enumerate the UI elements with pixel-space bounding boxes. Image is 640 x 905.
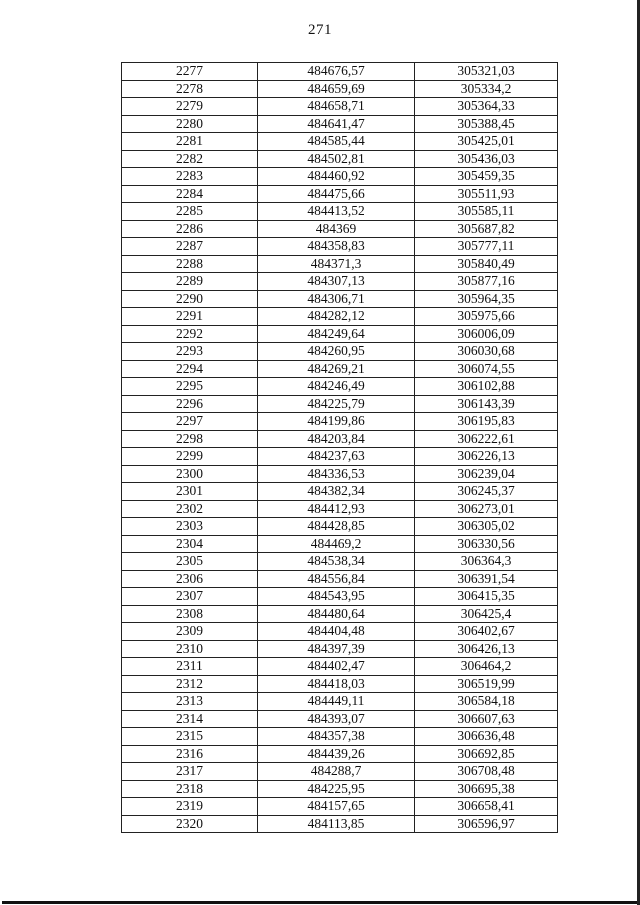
table-row: [122, 693, 558, 711]
y-coordinate-cell: 306364,3: [415, 553, 558, 571]
table-row: [122, 255, 558, 273]
point-number-cell: 2311: [122, 658, 258, 676]
table-row: [122, 745, 558, 763]
table-row: [122, 483, 558, 501]
x-coordinate-cell: 484371,3: [258, 255, 415, 273]
x-coordinate-cell: 484502,81: [258, 150, 415, 168]
x-coordinate-cell: 484225,95: [258, 780, 415, 798]
table-row: [122, 798, 558, 816]
x-coordinate-cell: 484199,86: [258, 413, 415, 431]
y-coordinate-cell: 306273,01: [415, 500, 558, 518]
y-coordinate-cell: 306658,41: [415, 798, 558, 816]
x-coordinate-cell: 484225,79: [258, 395, 415, 413]
x-coordinate-cell: 484402,47: [258, 658, 415, 676]
point-number-cell: 2301: [122, 483, 258, 501]
point-number-cell: 2292: [122, 325, 258, 343]
y-coordinate-cell: 306426,13: [415, 640, 558, 658]
point-number-cell: 2279: [122, 98, 258, 116]
y-coordinate-cell: 305975,66: [415, 308, 558, 326]
point-number-cell: 2316: [122, 745, 258, 763]
x-coordinate-cell: 484418,03: [258, 675, 415, 693]
y-coordinate-cell: 305321,03: [415, 63, 558, 81]
table-row: [122, 553, 558, 571]
y-coordinate-cell: 305511,93: [415, 185, 558, 203]
x-coordinate-cell: 484480,64: [258, 605, 415, 623]
x-coordinate-cell: 484260,95: [258, 343, 415, 361]
y-coordinate-cell: 306006,09: [415, 325, 558, 343]
y-coordinate-cell: 306402,67: [415, 623, 558, 641]
x-coordinate-cell: 484556,84: [258, 570, 415, 588]
table-row: [122, 343, 558, 361]
table-row: [122, 570, 558, 588]
y-coordinate-cell: 306584,18: [415, 693, 558, 711]
y-coordinate-cell: 306464,2: [415, 658, 558, 676]
point-number-cell: 2287: [122, 238, 258, 256]
table-row: [122, 448, 558, 466]
y-coordinate-cell: 306391,54: [415, 570, 558, 588]
point-number-cell: 2303: [122, 518, 258, 536]
y-coordinate-cell: 306245,37: [415, 483, 558, 501]
x-coordinate-cell: 484641,47: [258, 115, 415, 133]
point-number-cell: 2295: [122, 378, 258, 396]
x-coordinate-cell: 484249,64: [258, 325, 415, 343]
point-number-cell: 2317: [122, 763, 258, 781]
y-coordinate-cell: 306695,38: [415, 780, 558, 798]
y-coordinate-cell: 305364,33: [415, 98, 558, 116]
point-number-cell: 2318: [122, 780, 258, 798]
page-bottom-rule: [2, 901, 640, 904]
y-coordinate-cell: 305687,82: [415, 220, 558, 238]
point-number-cell: 2312: [122, 675, 258, 693]
point-number-cell: 2297: [122, 413, 258, 431]
point-number-cell: 2289: [122, 273, 258, 291]
y-coordinate-cell: 305459,35: [415, 168, 558, 186]
table-row: [122, 238, 558, 256]
point-number-cell: 2310: [122, 640, 258, 658]
point-number-cell: 2320: [122, 815, 258, 833]
table-row: [122, 535, 558, 553]
table-row: [122, 395, 558, 413]
y-coordinate-cell: 306596,97: [415, 815, 558, 833]
point-number-cell: 2299: [122, 448, 258, 466]
x-coordinate-cell: 484428,85: [258, 518, 415, 536]
y-coordinate-cell: 306330,56: [415, 535, 558, 553]
x-coordinate-cell: 484269,21: [258, 360, 415, 378]
table-row: [122, 763, 558, 781]
point-number-cell: 2304: [122, 535, 258, 553]
x-coordinate-cell: 484336,53: [258, 465, 415, 483]
table-row: [122, 518, 558, 536]
x-coordinate-cell: 484369: [258, 220, 415, 238]
y-coordinate-cell: 305964,35: [415, 290, 558, 308]
point-number-cell: 2319: [122, 798, 258, 816]
y-coordinate-cell: 306143,39: [415, 395, 558, 413]
y-coordinate-cell: 306030,68: [415, 343, 558, 361]
point-number-cell: 2285: [122, 203, 258, 221]
x-coordinate-cell: 484157,65: [258, 798, 415, 816]
y-coordinate-cell: 306102,88: [415, 378, 558, 396]
table-row: [122, 605, 558, 623]
table-row: [122, 500, 558, 518]
x-coordinate-cell: 484543,95: [258, 588, 415, 606]
point-number-cell: 2314: [122, 710, 258, 728]
table-row: [122, 623, 558, 641]
y-coordinate-cell: 306074,55: [415, 360, 558, 378]
table-row: [122, 815, 558, 833]
x-coordinate-cell: 484288,7: [258, 763, 415, 781]
point-number-cell: 2302: [122, 500, 258, 518]
table-row: [122, 290, 558, 308]
table-row: [122, 728, 558, 746]
x-coordinate-cell: 484439,26: [258, 745, 415, 763]
table-row: [122, 588, 558, 606]
table-row: [122, 780, 558, 798]
y-coordinate-cell: 305425,01: [415, 133, 558, 151]
x-coordinate-cell: 484449,11: [258, 693, 415, 711]
y-coordinate-cell: 306305,02: [415, 518, 558, 536]
y-coordinate-cell: 306607,63: [415, 710, 558, 728]
x-coordinate-cell: 484246,49: [258, 378, 415, 396]
x-coordinate-cell: 484659,69: [258, 80, 415, 98]
point-number-cell: 2309: [122, 623, 258, 641]
y-coordinate-cell: 305585,11: [415, 203, 558, 221]
point-number-cell: 2298: [122, 430, 258, 448]
point-number-cell: 2313: [122, 693, 258, 711]
x-coordinate-cell: 484393,07: [258, 710, 415, 728]
y-coordinate-cell: 305777,11: [415, 238, 558, 256]
table-row: [122, 430, 558, 448]
y-coordinate-cell: 306692,85: [415, 745, 558, 763]
point-number-cell: 2278: [122, 80, 258, 98]
table-row: [122, 98, 558, 116]
table-row: [122, 640, 558, 658]
point-number-cell: 2288: [122, 255, 258, 273]
point-number-cell: 2293: [122, 343, 258, 361]
y-coordinate-cell: 306195,83: [415, 413, 558, 431]
table-row: [122, 413, 558, 431]
x-coordinate-cell: 484412,93: [258, 500, 415, 518]
x-coordinate-cell: 484413,52: [258, 203, 415, 221]
y-coordinate-cell: 306226,13: [415, 448, 558, 466]
coordinates-table: [121, 62, 558, 833]
x-coordinate-cell: 484237,63: [258, 448, 415, 466]
x-coordinate-cell: 484404,48: [258, 623, 415, 641]
y-coordinate-cell: 305877,16: [415, 273, 558, 291]
table-row: [122, 273, 558, 291]
y-coordinate-cell: 306239,04: [415, 465, 558, 483]
x-coordinate-cell: 484306,71: [258, 290, 415, 308]
table-row: [122, 168, 558, 186]
y-coordinate-cell: 306222,61: [415, 430, 558, 448]
point-number-cell: 2290: [122, 290, 258, 308]
point-number-cell: 2315: [122, 728, 258, 746]
point-number-cell: 2306: [122, 570, 258, 588]
coordinates-table-body: [122, 63, 558, 833]
table-row: [122, 80, 558, 98]
x-coordinate-cell: 484203,84: [258, 430, 415, 448]
table-row: [122, 308, 558, 326]
page-number: 271: [308, 22, 332, 38]
point-number-cell: 2294: [122, 360, 258, 378]
x-coordinate-cell: 484282,12: [258, 308, 415, 326]
point-number-cell: 2283: [122, 168, 258, 186]
table-row: [122, 465, 558, 483]
point-number-cell: 2286: [122, 220, 258, 238]
y-coordinate-cell: 306708,48: [415, 763, 558, 781]
point-number-cell: 2300: [122, 465, 258, 483]
table-row: [122, 710, 558, 728]
table-row: [122, 658, 558, 676]
table-row: [122, 150, 558, 168]
y-coordinate-cell: 306636,48: [415, 728, 558, 746]
table-row: [122, 133, 558, 151]
y-coordinate-cell: 306519,99: [415, 675, 558, 693]
point-number-cell: 2280: [122, 115, 258, 133]
y-coordinate-cell: 305840,49: [415, 255, 558, 273]
x-coordinate-cell: 484397,39: [258, 640, 415, 658]
y-coordinate-cell: 305436,03: [415, 150, 558, 168]
point-number-cell: 2282: [122, 150, 258, 168]
x-coordinate-cell: 484358,83: [258, 238, 415, 256]
x-coordinate-cell: 484676,57: [258, 63, 415, 81]
x-coordinate-cell: 484357,38: [258, 728, 415, 746]
table-row: [122, 203, 558, 221]
table-row: [122, 675, 558, 693]
point-number-cell: 2296: [122, 395, 258, 413]
point-number-cell: 2308: [122, 605, 258, 623]
x-coordinate-cell: 484382,34: [258, 483, 415, 501]
point-number-cell: 2281: [122, 133, 258, 151]
x-coordinate-cell: 484658,71: [258, 98, 415, 116]
x-coordinate-cell: 484113,85: [258, 815, 415, 833]
table-row: [122, 115, 558, 133]
x-coordinate-cell: 484307,13: [258, 273, 415, 291]
x-coordinate-cell: 484475,66: [258, 185, 415, 203]
y-coordinate-cell: 305334,2: [415, 80, 558, 98]
x-coordinate-cell: 484585,44: [258, 133, 415, 151]
y-coordinate-cell: 305388,45: [415, 115, 558, 133]
x-coordinate-cell: 484538,34: [258, 553, 415, 571]
y-coordinate-cell: 306415,35: [415, 588, 558, 606]
table-row: [122, 220, 558, 238]
point-number-cell: 2305: [122, 553, 258, 571]
table-row: [122, 63, 558, 81]
table-row: [122, 325, 558, 343]
table-row: [122, 360, 558, 378]
x-coordinate-cell: 484469,2: [258, 535, 415, 553]
x-coordinate-cell: 484460,92: [258, 168, 415, 186]
y-coordinate-cell: 306425,4: [415, 605, 558, 623]
point-number-cell: 2277: [122, 63, 258, 81]
point-number-cell: 2284: [122, 185, 258, 203]
point-number-cell: 2291: [122, 308, 258, 326]
table-row: [122, 185, 558, 203]
point-number-cell: 2307: [122, 588, 258, 606]
table-row: [122, 378, 558, 396]
